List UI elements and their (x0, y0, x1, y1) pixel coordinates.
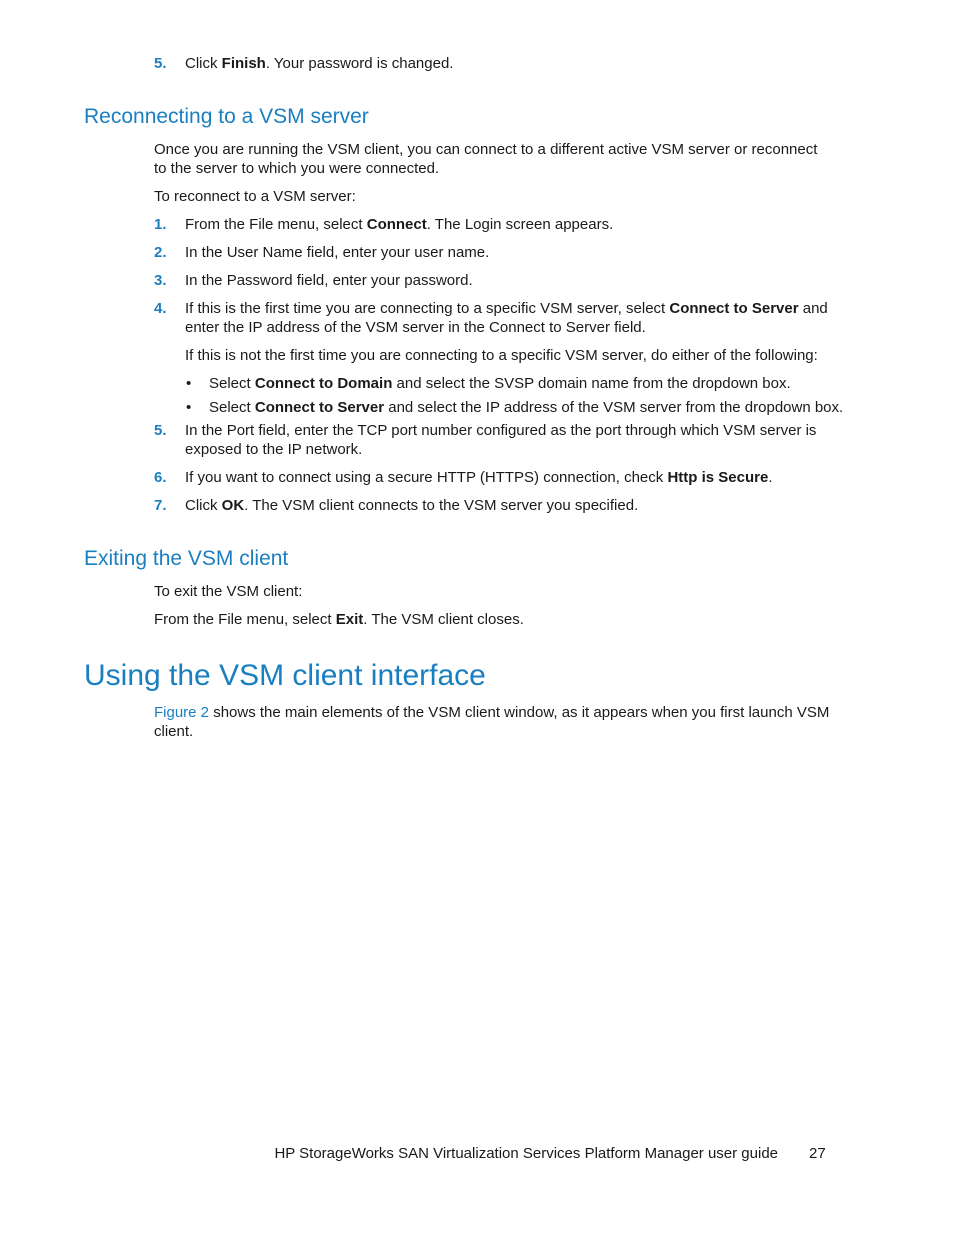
step-text: Click Finish. Your password is changed. (185, 55, 454, 72)
step-number: 5. (154, 55, 167, 72)
exit-paragraph: From the File menu, select Exit. The VSM client closes. (154, 611, 524, 628)
step-number: 5. (154, 422, 167, 439)
step-text: Click OK. The VSM client connects to the VSM server you specified. (185, 497, 639, 514)
step-number: 3. (154, 272, 167, 289)
section-heading-exiting: Exiting the VSM client (84, 547, 289, 570)
step-number: 2. (154, 244, 167, 261)
step-text: In the User Name field, enter your user name. (185, 244, 490, 261)
lead-paragraph: To reconnect to a VSM server: (154, 188, 356, 205)
page-number: 27 (809, 1145, 826, 1162)
bullet-text: Select Connect to Domain and select the SVSP domain name from the dropdown box. (209, 375, 791, 392)
interface-paragraph: Figure 2 shows the main elements of the VSM client window, as it appears when you first launch VSM client. (154, 704, 830, 740)
step-text: If you want to connect using a secure HTTP (HTTPS) connection, check Http is Secure. (185, 469, 773, 486)
chapter-heading-interface: Using the VSM client interface (84, 659, 486, 692)
figure-link[interactable]: Figure 2 (154, 704, 210, 721)
step-text: In the Password field, enter your password. (185, 272, 473, 289)
step-text: From the File menu, select Connect. The Login screen appears. (185, 216, 614, 233)
bullet-text: Select Connect to Server and select the IP address of the VSM server from the dropdown box. (209, 399, 844, 416)
footer-title: HP StorageWorks SAN Virtualization Services Platform Manager user guide (274, 1145, 778, 1162)
bullet-mark: • (186, 399, 192, 416)
intro-paragraph: Once you are running the VSM client, you can connect to a different active VSM server or reconnect to the server to which you were connected. (154, 141, 818, 177)
step-text: In the Port field, enter the TCP port number configured as the port through which VSM server is exposed to the IP network. (185, 422, 817, 458)
step-number: 6. (154, 469, 167, 486)
step-text: If this is the first time you are connecting to a specific VSM server, select Connect to Server and enter the IP address of the VSM server in the Connect to Server field. (185, 300, 828, 336)
bullet-mark: • (186, 375, 192, 392)
step-number: 1. (154, 216, 167, 233)
section-heading-reconnecting: Reconnecting to a VSM server (84, 105, 369, 128)
step-note: If this is not the first time you are connecting to a specific VSM server, do either of the following: (185, 347, 818, 364)
step-number: 4. (154, 300, 167, 317)
lead-paragraph: To exit the VSM client: (154, 583, 303, 600)
step-number: 7. (154, 497, 167, 514)
